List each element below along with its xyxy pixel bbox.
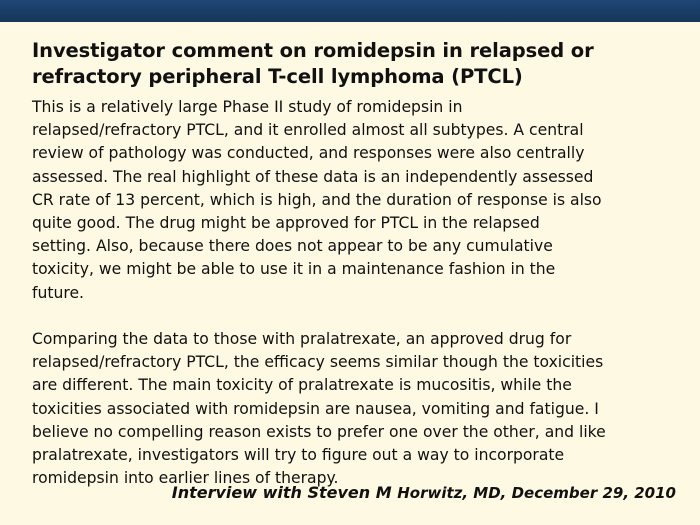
paragraph-line: This is a relatively large Phase II study of romidepsin in — [32, 98, 463, 116]
comment-paragraph-1 — [32, 96, 680, 305]
header-bar — [0, 0, 700, 22]
paragraph-line: are different. The main toxicity of pralatrexate is mucositis, while the — [32, 376, 572, 395]
slide-title — [32, 38, 680, 90]
paragraph-line: Comparing the data to those with pralatrexate, an approved drug for — [32, 330, 572, 349]
attribution-part: Horwitz, MD, December 29, 2010 — [397, 484, 676, 502]
paragraph-line: quite good. The drug might be approved for PTCL in the relapsed — [32, 214, 540, 233]
paragraph-line: review of pathology was conducted, and responses were also centrally — [32, 144, 585, 163]
paragraph-line: romidepsin into earlier lines of therapy. — [32, 469, 339, 488]
title-line: Investigator comment on romidepsin in relapsed or — [32, 39, 594, 62]
paragraph-line: assessed. The real highlight of these data is an independently assessed — [32, 167, 594, 186]
paragraph-line: toxicities associated with romidepsin are nausea, vomiting and fatigue. I — [32, 399, 599, 418]
paragraph-line: relapsed/refractory PTCL, the efficacy seems similar though the toxicities — [32, 353, 604, 372]
paragraph-line: believe no compelling reason exists to prefer one over the other, and like — [32, 422, 606, 441]
comment-paragraph-2 — [32, 328, 680, 490]
paragraph-line: CR rate of 13 percent, which is high, and the duration of response is also — [32, 190, 602, 209]
attribution-part: Interview with Steven M — [171, 483, 398, 502]
paragraph-line: future. — [32, 283, 84, 302]
title-line: refractory peripheral T-cell lymphoma (PTCL) — [32, 65, 523, 88]
paragraph-line: toxicity, we might be able to use it in a maintenance fashion in the — [32, 260, 556, 279]
paragraph-line: pralatrexate, investigators will try to figure out a way to incorporate — [32, 446, 565, 465]
paragraph-line: setting. Also, because there does not appear to be any cumulative — [32, 237, 553, 256]
attribution-line — [172, 482, 676, 504]
paragraph-line: relapsed/refractory PTCL, and it enrolled almost all subtypes. A central — [32, 121, 584, 140]
slide-content — [32, 38, 680, 490]
